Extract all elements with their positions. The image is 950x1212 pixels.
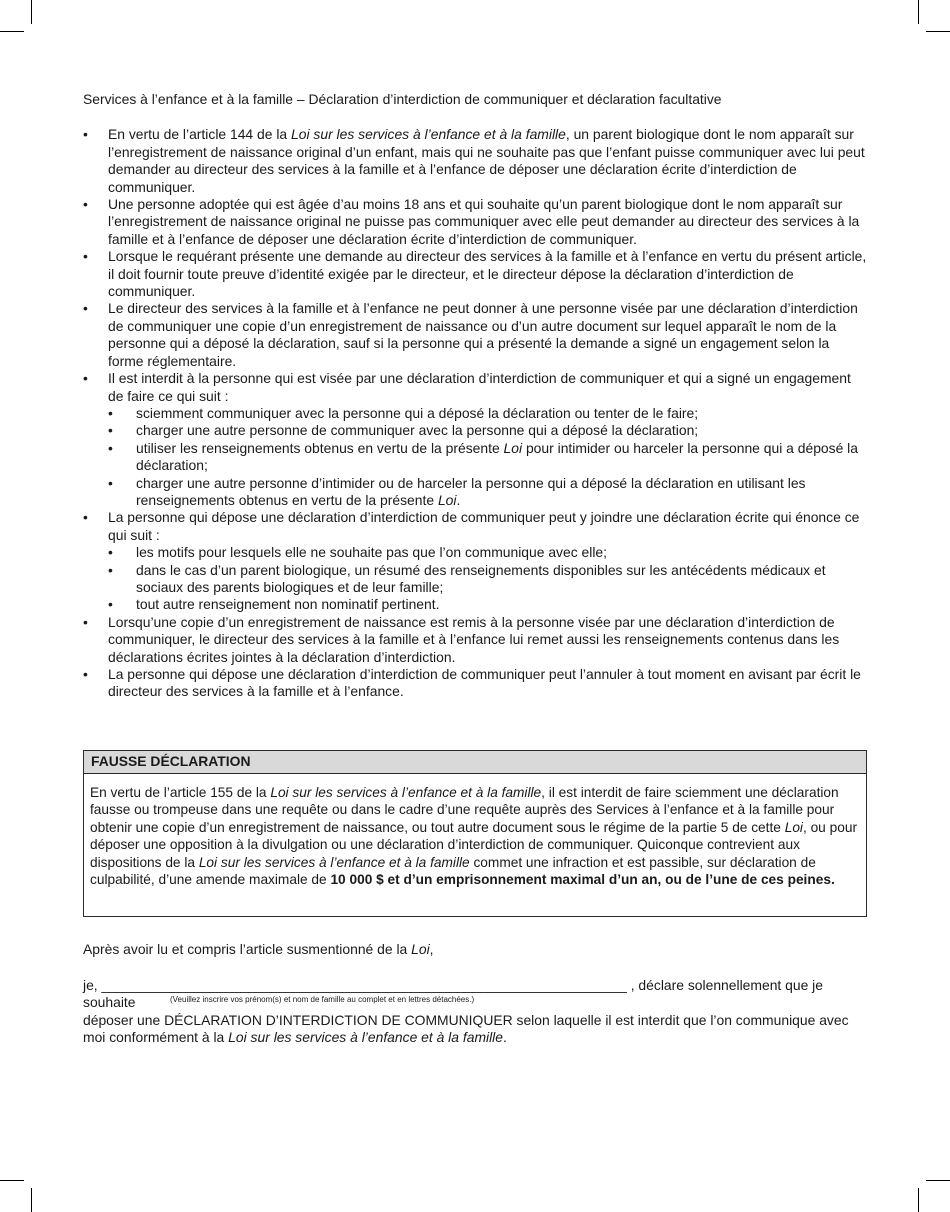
list-item: • les motifs pour lesquels elle ne souhaite pas que l’on communique avec elle; xyxy=(108,544,867,561)
list-item: • Lorsque le requérant présente une demande au directeur des services à la famille et à l’enfance en vertu du présent article, il doit fournir toute preuve d’identité exigée par le directeur, et le directeur dépose la déclaration d’interdiction de communiquer. xyxy=(83,248,867,300)
crop-mark xyxy=(31,1188,32,1212)
list-item: • Une personne adoptée qui est âgée d’au moins 18 ans et qui souhaite qu’un parent biologique dont le nom apparaît sur l’enregistrement de naissance original ne puisse pas communiquer avec elle peut demander au directeur des services à la famille et à l’enfance de déposer une déclaration écrite d’interdiction de communiquer. xyxy=(83,196,867,248)
law-name: Loi xyxy=(411,941,430,957)
list-item: • Le directeur des services à la famille et à l’enfance ne peut donner à une personne visée par une déclaration d’interdiction de communiquer une copie d’un enregistrement de naissance ou d’un autre document sur lequel apparaît le nom de la personne qui a déposé la déclaration, sauf si la personne qui a présenté la demande a signé un engagement selon la forme réglementaire. xyxy=(83,300,867,370)
law-name: Loi sur les services à l’enfance et à la famille xyxy=(291,126,566,143)
declaration-statement: déposer une DÉCLARATION D’INTERDICTION DE COMMUNIQUER selon laquelle il est interdit que l’on communique avec moi conformément à la Loi sur les services à l’enfance et à la famille. xyxy=(83,1012,849,1046)
crop-mark xyxy=(31,0,32,24)
false-declaration-text: En vertu de l’article 155 de la Loi sur les services à l’enfance et à la famille, il est interdit de faire sciemment une déclaration fausse ou trompeuse dans une requête ou dans le cadre d’une requête auprès des Services à l’enfance et à la famille pour obtenir une copie d’un enregistrement de naissance, ou tout autre document sous le régime de la partie 5 de cette Loi, ou pour déposer une opposition à la divulgation ou une déclaration d’interdiction de communiquer. Quiconque contrevient aux dispositions de la Loi sur les services à l’enfance et à la famille commet une infraction et est passible, sur déclaration de culpabilité, d’une amende maximale de 10 000 $ et d’un emprisonnement maximal d’un an, ou de l’une de ces peines. xyxy=(90,785,857,888)
law-name: Loi xyxy=(503,439,523,456)
list-item: • tout autre renseignement non nominatif pertinent. xyxy=(108,596,867,613)
list-item: • dans le cas d’un parent biologique, un résumé des renseignements disponibles sur les antécédents médicaux et sociaux des parents biologiques et de leur famille; xyxy=(108,562,867,597)
list-item: • charger une autre personne de communiquer avec la personne qui a déposé la déclaration; xyxy=(108,422,867,439)
penalty-text: 10 000 $ et d’un emprisonnement maximal d’un an, ou de l’une de ces peines. xyxy=(330,872,835,888)
document-body xyxy=(83,91,867,701)
list-item: • La personne qui dépose une déclaration d’interdiction de communiquer peut l’annuler à tout moment en avisant par écrit le directeur des services à la famille et à l’enfance. xyxy=(83,666,867,701)
list-item: • En vertu de l’article 144 de la Loi sur les services à l’enfance et à la famille, un parent biologique dont le nom apparaît sur l’enregistrement de naissance original d’un enfant, mais qui ne souhaite pas que l’enfant puisse communiquer avec lui peut demander au directeur des services à la famille et à l’enfance de déposer une déclaration écrite d’interdiction de communiquer. xyxy=(83,126,867,196)
info-bullet-list xyxy=(83,126,867,700)
list-item: • charger une autre personne d’intimider ou de harceler la personne qui a déposé la déclaration en utilisant les renseignements obtenus en vertu de la présente Loi. xyxy=(108,475,867,510)
prohibition-sublist xyxy=(108,405,867,509)
law-name: Loi sur les services à l’enfance et à la famille xyxy=(228,1029,503,1046)
false-declaration-title: FAUSSE DÉCLARATION xyxy=(84,751,866,774)
acknowledgement-text: Après avoir lu et compris l’article susmentionné de la Loi, xyxy=(83,941,434,957)
crop-mark xyxy=(926,1180,950,1181)
crop-mark xyxy=(0,1180,24,1181)
crop-mark xyxy=(926,31,950,32)
list-item: • La personne qui dépose une déclaration d’interdiction de communiquer peut y joindre une déclaration écrite qui énonce ce qui suit : • les motifs pour lesquels elle ne souhaite pas que l’on communique avec elle; • dans le cas d’un parent biologique, un résumé des renseignements disponibles sur les antécédents médicaux et sociaux des parents biologiques et de leur famille; • tout autre renseignement non nominatif pertinent. xyxy=(83,509,867,613)
list-item: • Il est interdit à la personne qui est visée par une déclaration d’interdiction de communiquer et qui a signé un engagement de faire ce qui suit : • sciemment communiquer avec la personne qui a déposé la déclaration ou tenter de le faire; • charger une autre personne de communiquer avec la personne qui a déposé la déclaration; • utiliser les renseignements obtenus en vertu de la présente Loi pour intimider ou harceler la personne qui a déposé la déclaration; • charger une autre personne d’intimider ou de harceler la personne qui a déposé la déclaration en utilisant les renseignements obtenus en vertu de la présente Loi. xyxy=(83,370,867,509)
list-item: • sciemment communiquer avec la personne qui a déposé la déclaration ou tenter de le faire; xyxy=(108,405,867,422)
name-declaration-line: je, ____________________________________________________________________ , déclare solennellement que je souhaite xyxy=(83,977,823,1011)
crop-mark xyxy=(918,1188,919,1212)
law-name: Loi sur les services à l’enfance et à la famille xyxy=(198,854,470,870)
false-declaration-box xyxy=(83,750,867,917)
full-name-field[interactable]: ____________________________________________________________________ xyxy=(101,977,627,993)
list-item: • Lorsqu’une copie d’un enregistrement de naissance est remis à la personne visée par une déclaration d’interdiction de communiquer, le directeur des services à la famille et à l’enfance lui remet aussi les renseignements contenus dans les déclarations écrites jointes à la déclaration d’interdiction. xyxy=(83,614,867,666)
crop-mark xyxy=(0,31,24,32)
law-name: Loi sur les services à l’enfance et à la famille xyxy=(270,785,542,800)
crop-mark xyxy=(918,0,919,24)
law-name: Loi xyxy=(437,491,457,508)
law-name: Loi xyxy=(784,819,803,835)
document-heading: Services à l’enfance et à la famille – Déclaration d’interdiction de communiquer et déclaration facultative xyxy=(83,91,722,107)
list-item: • utiliser les renseignements obtenus en vertu de la présente Loi pour intimider ou harceler la personne qui a déposé la déclaration; xyxy=(108,440,867,475)
name-field-hint: (Veuillez inscrire vos prénom(s) et nom de famille au complet et en lettres détachées.) xyxy=(170,995,475,1004)
statement-content-sublist xyxy=(108,544,867,614)
